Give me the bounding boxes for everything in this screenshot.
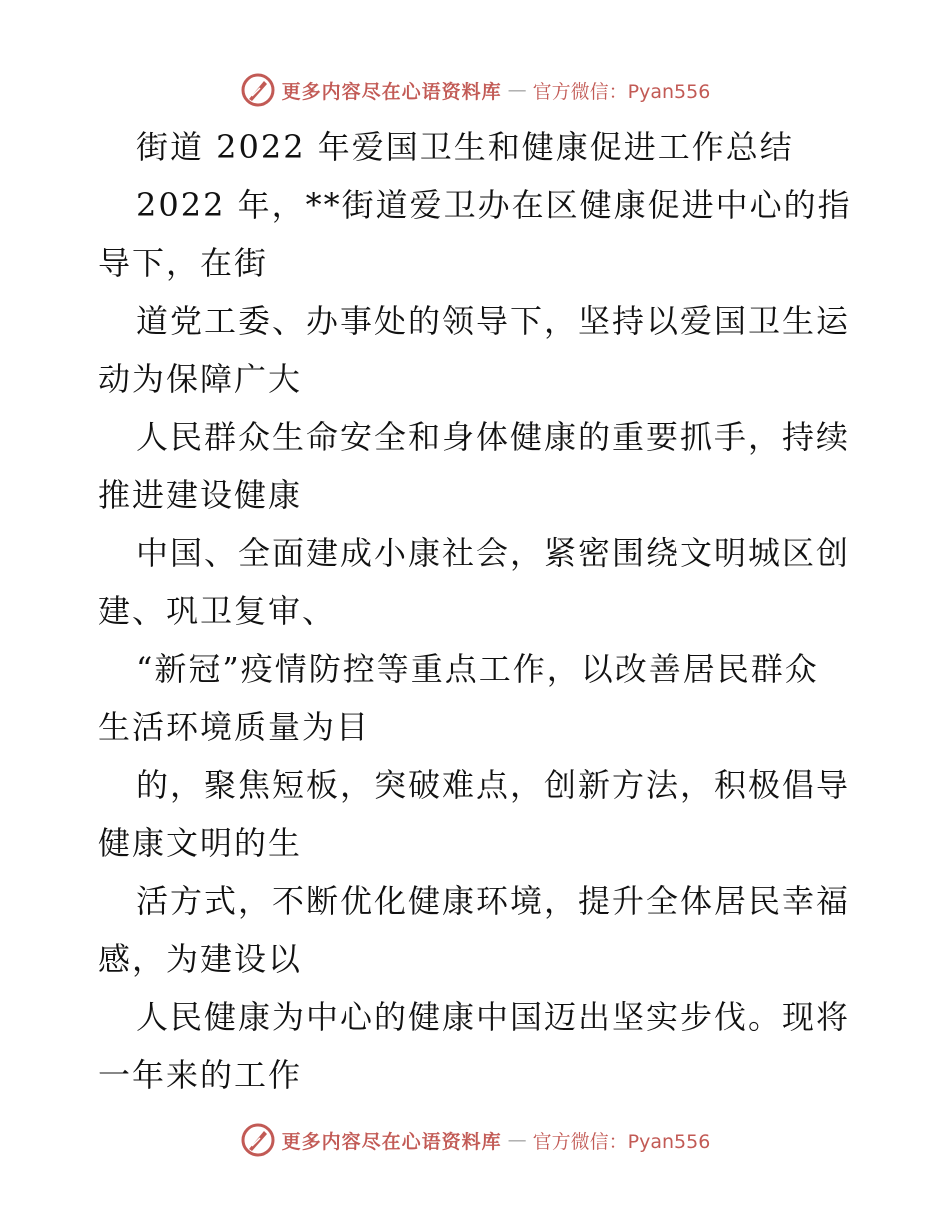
paragraph-line: 人民群众生命安全和身体健康的重要抓手，持续 bbox=[136, 418, 851, 456]
paragraph-line: 生活环境质量为目 bbox=[98, 708, 371, 746]
watermark-separator: — bbox=[507, 1129, 527, 1151]
header-watermark-banner bbox=[0, 70, 950, 110]
feather-pen-logo-icon bbox=[240, 1122, 276, 1158]
paragraph-line: 导下，在街 bbox=[98, 244, 269, 282]
feather-pen-logo-icon bbox=[240, 72, 276, 108]
watermark-text: 更多内容尽在心语资料库 bbox=[281, 80, 502, 103]
footer-watermark-banner bbox=[0, 1120, 950, 1160]
watermark-wechat: 官方微信：Pyan556 bbox=[532, 1130, 711, 1153]
paragraph-line: 2022 年，**街道爱卫办在区健康促进中心的指 bbox=[136, 186, 852, 224]
paragraph-line: 道党工委、办事处的领导下，坚持以爱国卫生运 bbox=[136, 302, 851, 340]
watermark-wechat: 官方微信：Pyan556 bbox=[532, 80, 711, 103]
paragraph-line: 一年来的工作 bbox=[98, 1056, 303, 1094]
paragraph-line: 建、巩卫复审、 bbox=[98, 592, 337, 630]
paragraph-line: 动为保障广大 bbox=[98, 360, 303, 398]
paragraph-line: 感，为建设以 bbox=[98, 940, 303, 978]
watermark-text: 更多内容尽在心语资料库 bbox=[281, 1130, 502, 1153]
paragraph-line: 健康文明的生 bbox=[98, 824, 303, 862]
paragraph-line: 的，聚焦短板，突破难点，创新方法，积极倡导 bbox=[136, 766, 851, 804]
watermark-separator: — bbox=[507, 79, 527, 101]
paragraph-line: 推进建设健康 bbox=[98, 476, 303, 514]
paragraph-line: 活方式，不断优化健康环境，提升全体居民幸福 bbox=[136, 882, 851, 920]
document-title: 街道 2022 年爱国卫生和健康促进工作总结 bbox=[136, 128, 794, 166]
document-body bbox=[98, 118, 854, 1104]
paragraph-line: 人民健康为中心的健康中国迈出坚实步伐。现将 bbox=[136, 998, 851, 1036]
paragraph-line: 中国、全面建成小康社会，紧密围绕文明城区创 bbox=[136, 534, 851, 572]
paragraph-line: “新冠”疫情防控等重点工作，以改善居民群众 bbox=[136, 650, 819, 688]
